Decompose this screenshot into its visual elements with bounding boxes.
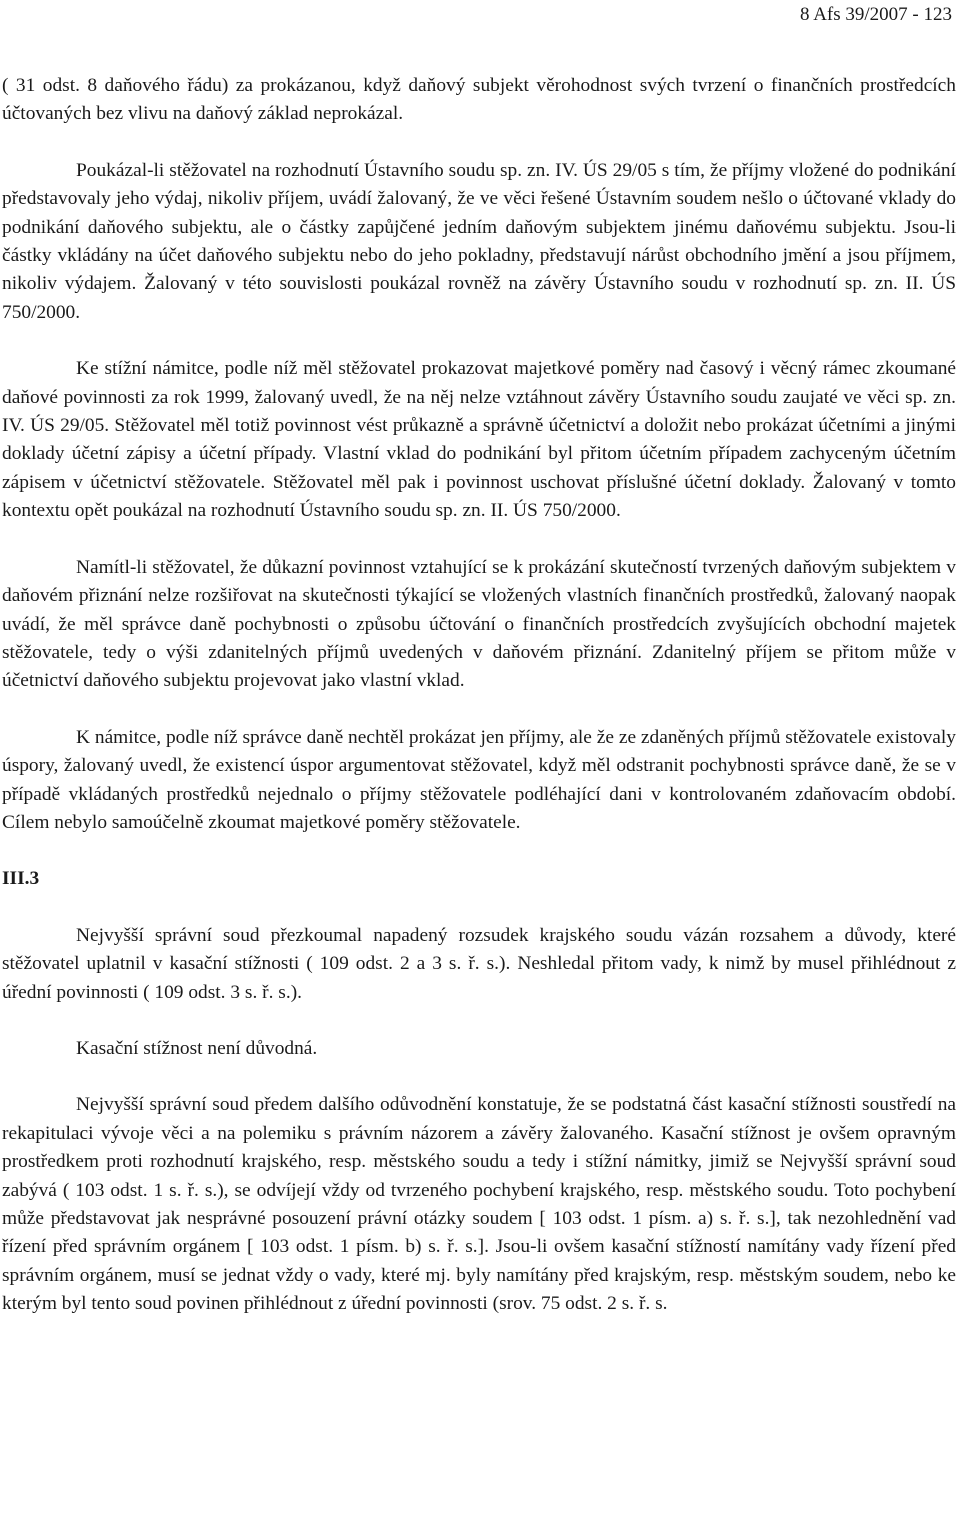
paragraph-6: Nejvyšší správní soud přezkoumal napadený rozsudek krajského soudu vázán rozsahem a důvody, které stěžovatel uplatnil v kasační stížnosti ( 109 odst. 2 a 3 s. ř. s.). Neshledal přitom vady, k nimž by musel přihlédnout z úřední povinnosti ( 109 odst. 3 s. ř. s.). (2, 924, 956, 1003)
paragraph-5: K námitce, podle níž správce daně nechtěl prokázat jen příjmy, ale že ze zdaněných příjmů stěžovatele existovaly úspory, žalovaný uvedl, že existencí úspor argumentovat stěžovatel, když měl odstranit pochybnosti správce daně, že se v případě vkládaných prostředků nejednalo o příjmy stěžovatele podléhající dani v kontrolovaném zdaňovacím období. Cílem nebylo samoúčelně zkoumat majetkové poměry stěžovatele. (2, 726, 956, 833)
paragraph-7: Kasační stížnost není důvodná. (76, 1037, 318, 1059)
paragraph-1: ( 31 odst. 8 daňového řádu) za prokázanou, když daňový subjekt věrohodnost svých tvrzení o finančních prostředcích účtovaných bez vlivu na daňový základ neprokázal. (2, 75, 956, 125)
paragraph-2: Poukázal-li stěžovatel na rozhodnutí Ústavního soudu sp. zn. IV. ÚS 29/05 s tím, že příjmy vložené do podnikání představovaly jeho výdaj, nikoliv příjem, uvádí žalovaný, že ve věci řešené Ústavním soudem nešlo o účtované vklady do podnikání daňového subjektu, ale o částky zapůjčené jedním daňovým subjektem jinému daňovému subjektu. Jsou-li částky vkládány na účet daňového subjektu nebo do jeho pokladny, představují nárůst obchodního jmění a jsou příjmem, nikoliv výdajem. Žalovaný v této souvislosti poukázal rovněž na závěry Ústavního soudu v rozhodnutí sp. zn. II. ÚS 750/2000. (2, 159, 956, 323)
case-number-header: 8 Afs 39/2007 - 123 (800, 4, 952, 25)
paragraph-3: Ke stížní námitce, podle níž měl stěžovatel prokazovat majetkové poměry nad časový i věcný rámec zkoumané daňové povinnosti za rok 1999, žalovaný uvedl, že na něj nelze vztáhnout závěry Ústavního soudu zaujaté ve věci sp. zn. IV. ÚS 29/05. Stěžovatel měl totiž povinnost vést průkazně a správně účetnictví a doložit nebo prokázat účetními a jinými doklady účetní zápisy a účetní případy. Vlastní vklad do podnikání byl přitom účetním případem zachyceným účetním zápisem v účetnictví stěžovatele. Stěžovatel měl pak i povinnost uschovat příslušné účetní doklady. Žalovaný v tomto kontextu opět poukázal na rozhodnutí Ústavního soudu sp. zn. II. ÚS 750/2000. (2, 358, 956, 522)
document-body (2, 72, 956, 1347)
section-heading: III.3 (2, 868, 40, 890)
paragraph-4: Namítl-li stěžovatel, že důkazní povinnost vztahující se k prokázání skutečností tvrzených daňovým subjektem v daňovém přiznání nelze rozšiřovat na skutečnosti týkající se vložených vlastních finančních prostředků, žalovaný naopak uvádí, že měl správce daně pochybnosti o způsobu účtování o finančních prostředcích zvyšujících obchodní majetek stěžovatele, tedy o výši zdanitelných příjmů uvedených v daňovém přiznání. Zdanitelný příjem se přitom může v účetnictví daňového subjektu projevovat jako vlastní vklad. (2, 556, 956, 692)
paragraph-8: Nejvyšší správní soud předem dalšího odůvodnění konstatuje, že se podstatná část kasační stížnosti soustředí na rekapitulaci vývoje věci a na polemiku s právním názorem a závěry žalovaného. Kasační stížnost je ovšem opravným prostředkem proti rozhodnutí krajského, resp. městského soudu a tedy i stížní námitky, jimiž se Nejvyšší správní soud zabývá ( 103 odst. 1 s. ř. s.), se odvíjejí vždy od tvrzeného pochybení krajského, resp. městského soudu. Toto pochybení může představovat jak nesprávné posouzení právní otázky soudem [ 103 odst. 1 písm. a) s. ř. s.], tak nezohlednění vad řízení před správním orgánem [ 103 odst. 1 písm. b) s. ř. s.]. Jsou-li ovšem kasační stížností namítány vady řízení před správním orgánem, musí se jednat vždy o vady, které mj. byly namítány před krajským, resp. městským soudem, nebo ke kterým byl tento soud povinen přihlédnout z úřední povinnosti (srov. 75 odst. 2 s. ř. s. (2, 1094, 956, 1315)
